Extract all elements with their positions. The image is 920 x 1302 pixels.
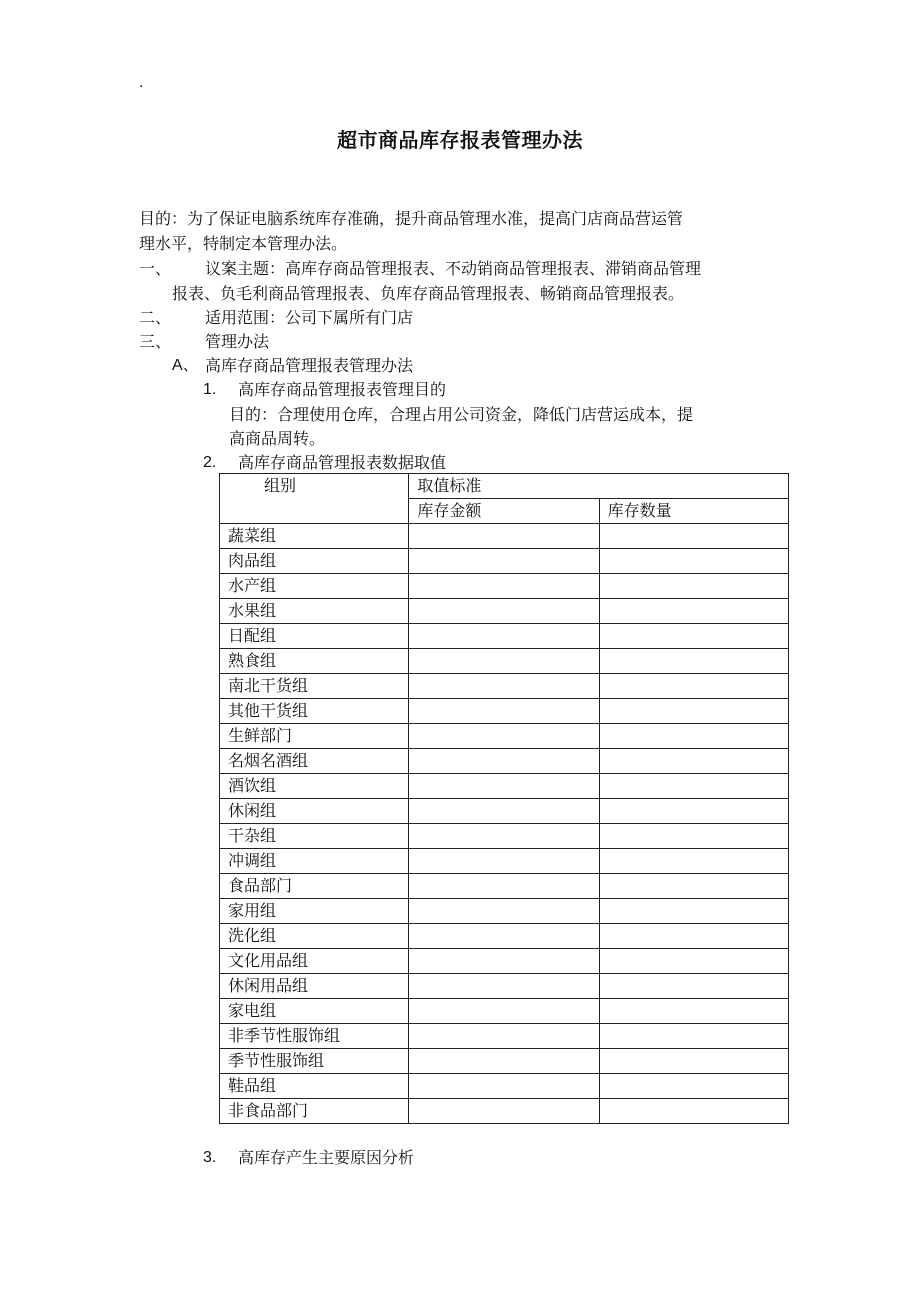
table-row [220,949,789,974]
amount-cell [409,774,599,799]
step-3-text: 高库存产生主要原因分析 [238,1148,415,1167]
amount-cell [409,899,599,924]
item-2-marker: 二、 [139,308,172,327]
group-name-cell: 水产组 [220,574,409,599]
table-row [220,774,789,799]
qty-cell [599,949,788,974]
group-name-cell: 季节性服饰组 [220,1049,409,1074]
step-1-body-2: 高商品周转。 [229,429,326,448]
group-name-cell: 冲调组 [220,849,409,874]
amount-cell [409,724,599,749]
table-row [220,1024,789,1049]
table-row [220,649,789,674]
amount-cell [409,749,599,774]
group-name-cell: 食品部门 [220,874,409,899]
step-1-text: 高库存商品管理报表管理目的 [238,380,447,399]
group-name-cell: 非食品部门 [220,1099,409,1124]
group-header: 组别 [220,474,409,524]
purpose-line-2: 理水平，特制定本管理办法。 [139,234,348,253]
table-row [220,724,789,749]
qty-cell [599,649,788,674]
amount-cell [409,1049,599,1074]
purpose-line-1: 目的：为了保证电脑系统库存准确，提升商品管理水准，提高门店商品营运管 [139,209,684,228]
qty-cell [599,674,788,699]
table-row [220,599,789,624]
item-2-text: 适用范围：公司下属所有门店 [205,308,414,327]
item-1-line-2: 报表、负毛利商品管理报表、负库存商品管理报表、畅销商品管理报表。 [172,284,685,303]
table-row [220,999,789,1024]
sub-a-text: 高库存商品管理报表管理办法 [205,356,414,375]
qty-cell [599,974,788,999]
amount-cell [409,1024,599,1049]
amount-header: 库存金额 [409,499,599,524]
group-name-cell: 非季节性服饰组 [220,1024,409,1049]
qty-cell [599,999,788,1024]
group-name-cell: 蔬菜组 [220,524,409,549]
qty-cell [599,624,788,649]
inventory-criteria-table [219,473,789,1124]
table-row [220,1049,789,1074]
amount-cell [409,1074,599,1099]
group-name-cell: 名烟名酒组 [220,749,409,774]
table-row [220,974,789,999]
amount-cell [409,574,599,599]
amount-cell [409,849,599,874]
table-row [220,824,789,849]
qty-cell [599,524,788,549]
qty-cell [599,774,788,799]
qty-cell [599,899,788,924]
group-name-cell: 家电组 [220,999,409,1024]
amount-cell [409,549,599,574]
amount-cell [409,524,599,549]
amount-cell [409,624,599,649]
group-name-cell: 水果组 [220,599,409,624]
table-row [220,574,789,599]
group-name-cell: 休闲组 [220,799,409,824]
document-title: 超市商品库存报表管理办法 [337,128,583,152]
table-row [220,899,789,924]
step-1-body-1: 目的：合理使用仓库，合理占用公司资金，降低门店营运成本，提 [229,405,694,424]
table-row [220,699,789,724]
table-row [220,749,789,774]
page-dot: . [139,74,144,91]
qty-cell [599,1099,788,1124]
group-name-cell: 日配组 [220,624,409,649]
table-row [220,874,789,899]
group-name-cell: 干杂组 [220,824,409,849]
group-name-cell: 南北干货组 [220,674,409,699]
table-row [220,624,789,649]
amount-cell [409,699,599,724]
amount-cell [409,599,599,624]
group-name-cell: 洗化组 [220,924,409,949]
amount-cell [409,649,599,674]
amount-cell [409,949,599,974]
group-name-cell: 家用组 [220,899,409,924]
table-row [220,1099,789,1124]
qty-cell [599,724,788,749]
qty-header: 库存数量 [599,499,788,524]
step-2-text: 高库存商品管理报表数据取值 [238,453,447,472]
group-name-cell: 文化用品组 [220,949,409,974]
table-row [220,549,789,574]
table-header-row [220,474,789,499]
amount-cell [409,999,599,1024]
sub-a-marker: A、 [172,357,199,374]
qty-cell [599,799,788,824]
item-3-marker: 三、 [139,332,172,351]
group-name-cell: 鞋品组 [220,1074,409,1099]
qty-cell [599,599,788,624]
step-2-marker: 2. [203,454,217,471]
item-1-line-1: 议案主题：高库存商品管理报表、不动销商品管理报表、滞销商品管理 [205,259,702,278]
table-row [220,524,789,549]
table-row [220,849,789,874]
amount-cell [409,674,599,699]
qty-cell [599,924,788,949]
group-name-cell: 熟食组 [220,649,409,674]
group-name-cell: 生鲜部门 [220,724,409,749]
qty-cell [599,1074,788,1099]
amount-cell [409,824,599,849]
item-1-marker: 一、 [139,259,172,278]
amount-cell [409,1099,599,1124]
step-3-marker: 3. [203,1149,217,1166]
amount-cell [409,874,599,899]
amount-cell [409,974,599,999]
qty-cell [599,1049,788,1074]
qty-cell [599,749,788,774]
item-3-text: 管理办法 [205,332,270,351]
qty-cell [599,874,788,899]
criteria-header: 取值标准 [409,474,789,499]
table-row [220,1074,789,1099]
amount-cell [409,799,599,824]
table-row [220,799,789,824]
group-name-cell: 肉品组 [220,549,409,574]
qty-cell [599,824,788,849]
qty-cell [599,849,788,874]
group-name-cell: 其他干货组 [220,699,409,724]
qty-cell [599,574,788,599]
amount-cell [409,924,599,949]
qty-cell [599,549,788,574]
qty-cell [599,1024,788,1049]
group-name-cell: 酒饮组 [220,774,409,799]
step-1-marker: 1. [203,381,217,398]
table-row [220,924,789,949]
group-name-cell: 休闲用品组 [220,974,409,999]
qty-cell [599,699,788,724]
table-row [220,674,789,699]
